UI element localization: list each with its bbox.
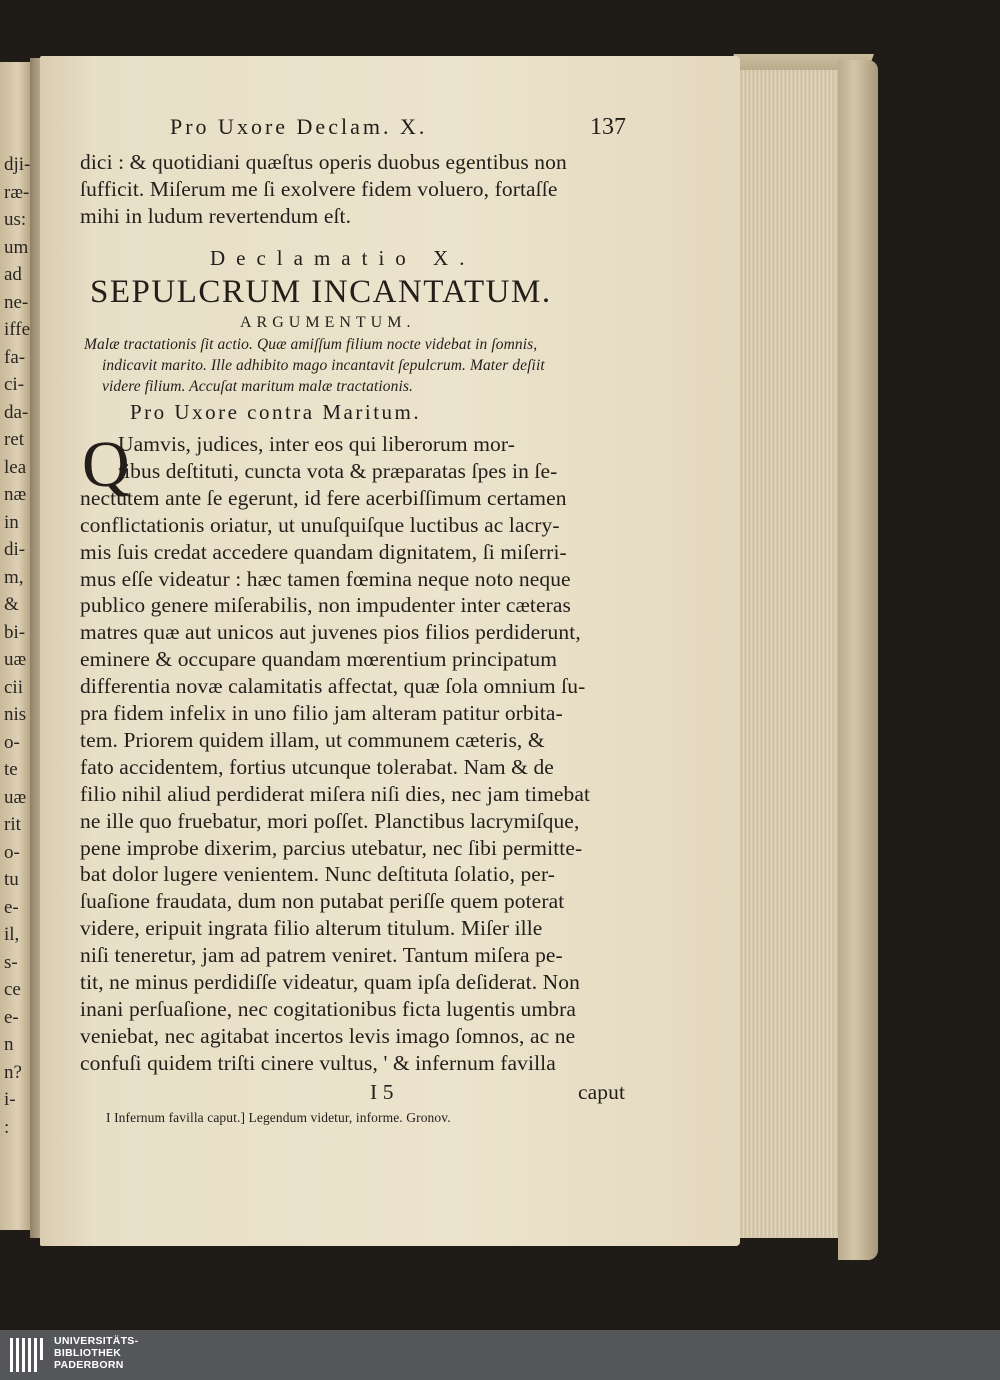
page-number: 137 [590, 114, 626, 140]
left-fragment: us: [4, 209, 27, 230]
left-fragment: uæ [4, 786, 27, 808]
left-fragment: i- [4, 1089, 16, 1110]
body-line: pra fidem infelix in uno filio jam alteram patitur orbita- [80, 701, 563, 725]
body-line: bat dolor lugere venientem. Nunc deſtituta ſolatio, per- [80, 862, 556, 887]
left-fragment: ce [4, 979, 21, 1000]
left-fragment: dji- [4, 154, 30, 175]
body-line: conflictationis oriatur, ut unuſquiſque luctibus ac lacry- [80, 512, 560, 537]
drop-cap: Q [82, 428, 130, 501]
left-fragment: næ [4, 484, 27, 505]
left-fragment: n? [4, 1061, 22, 1083]
body-line: niſi teneretur, jam ad patrem veniret. Tantum miſera pe- [80, 943, 563, 968]
left-fragment: e- [4, 1006, 19, 1028]
argumentum-heading: ARGUMENTUM. [240, 314, 416, 331]
left-fragment: in [4, 511, 19, 533]
left-fragment: e- [4, 896, 19, 918]
subheading: Pro Uxore contra Maritum. [130, 400, 422, 424]
left-page-edge [0, 62, 30, 1230]
body-line: ne ille quo fruebatur, mori poſſet. Planctibus lacrymiſque, [80, 808, 580, 833]
text-line: ſufficit. Miſerum me ſi exolvere fidem voluero, fortaſſe [80, 177, 558, 201]
catchword: caput [578, 1080, 626, 1104]
chapter-title: SEPULCRUM INCANTATUM. [90, 274, 552, 310]
left-fragment: s- [4, 951, 18, 973]
body-line: veniebat, nec agitabat incertos levis imago ſomnos, ac ne [80, 1023, 576, 1048]
left-fragment: ret [4, 429, 25, 450]
text-line: mihi in ludum revertendum eſt. [80, 204, 352, 228]
left-fragment: : [4, 1116, 10, 1138]
library-logo-icon [10, 1338, 46, 1372]
body-line: tibus deſtituti, cuncta vota & præparatas ſpes in ſe- [118, 458, 558, 483]
left-fragment: ræ- [4, 181, 30, 203]
left-fragment: ne- [4, 291, 29, 313]
left-fragment: da- [4, 401, 29, 423]
left-fragment: di- [4, 539, 26, 560]
body-line: inani perſuaſione, nec cogitationibus ficta lugentis umbra [80, 996, 576, 1021]
body-line: differentia novæ calamitatis affectat, quæ ſola omnium ſu- [80, 674, 586, 699]
left-fragment: & [4, 594, 19, 615]
left-fragment: iffe [4, 319, 30, 340]
left-fragment: te [4, 759, 18, 780]
body-line: videre, eripuit ingrata filio alterum titulum. Miſer ille [80, 916, 543, 941]
argumentum-line: indicavit marito. Ille adhibito mago incantavit ſepulcrum. Mater deſiit [102, 357, 545, 374]
left-fragment: cii [4, 676, 23, 698]
body-line: tem. Priorem quidem illam, ut communem cæteris, & [80, 727, 545, 752]
body-line: matres quæ aut unicos aut juvenes pios filios perdiderunt, [80, 620, 581, 645]
body-line: fato accidentem, fortius utcunque tolerabat. Nam & de [80, 754, 554, 779]
library-logo-line: UNIVERSITÄTS- [54, 1335, 139, 1347]
argumentum-line: videre filium. Accuſat maritum malæ tractationis. [102, 378, 414, 395]
body-line: nectutem ante ſe egerunt, id fere acerbiſſimum certamen [80, 485, 567, 510]
library-logo-line: BIBLIOTHEK [54, 1347, 122, 1359]
left-fragment: um [4, 236, 29, 258]
body-line: tit, ne minus perdidiſſe videatur, quam ipſa deſiderat. Non [80, 970, 581, 994]
left-fragment: il, [4, 924, 20, 945]
body-line: mus eſſe videatur : hæc tamen fœmina neque noto neque [80, 566, 571, 591]
body-line: ſuaſione fraudata, dum non putabat periſſe quem poterat [80, 889, 565, 914]
left-fragment: n [4, 1034, 14, 1055]
argumentum-line: Malæ tractationis ſit actio. Quæ amiſſum filium nocte videbat in ſomnis, [84, 336, 538, 353]
left-fragment: ad [4, 264, 22, 285]
signature-mark: I 5 [370, 1080, 394, 1104]
text-line: dici : & quotidiani quæſtus operis duobus egentibus non [80, 150, 567, 174]
body-line: filio nihil aliud perdiderat miſera niſi dies, nec jam timebat [80, 781, 591, 806]
left-fragment: ci- [4, 374, 25, 395]
left-fragment: rit [4, 814, 21, 835]
body-line: Uamvis, judices, inter eos qui liberorum mor- [118, 432, 515, 456]
library-logo-text [54, 1335, 138, 1371]
library-logo-line: PADERBORN [54, 1359, 124, 1371]
left-fragment: o- [4, 841, 20, 863]
left-fragment: bi- [4, 621, 26, 643]
body-line: publico genere miſerabilis, non impudenter inter cæteras [80, 593, 571, 618]
left-fragment: m, [4, 566, 24, 588]
library-footer [0, 1330, 1000, 1380]
footnote: I Infernum favilla caput.] Legendum videtur, informe. Gronov. [106, 1110, 451, 1125]
left-fragment: tu [4, 869, 19, 890]
left-fragment: uæ [4, 649, 27, 670]
left-page-fragments [2, 62, 30, 1230]
left-fragment: lea [4, 456, 27, 478]
running-head: Pro Uxore Declam. X. [170, 114, 428, 139]
left-fragment: o- [4, 731, 20, 753]
body-line: mis ſuis credat accedere quandam dignitatem, ſi miſerri- [80, 539, 567, 564]
body-line: pene improbe dixerim, parcius utebatur, nec ſibi permitte- [80, 835, 583, 860]
left-fragment: fa- [4, 346, 26, 368]
body-line: eminere & occupare quandam mœrentium principatum [80, 647, 558, 672]
body-line: confuſi quidem triſti cinere vultus, ' & infernum favilla [80, 1050, 556, 1075]
declamatio-heading: Declamatio X. [210, 246, 476, 270]
left-fragment: nis [4, 704, 27, 725]
